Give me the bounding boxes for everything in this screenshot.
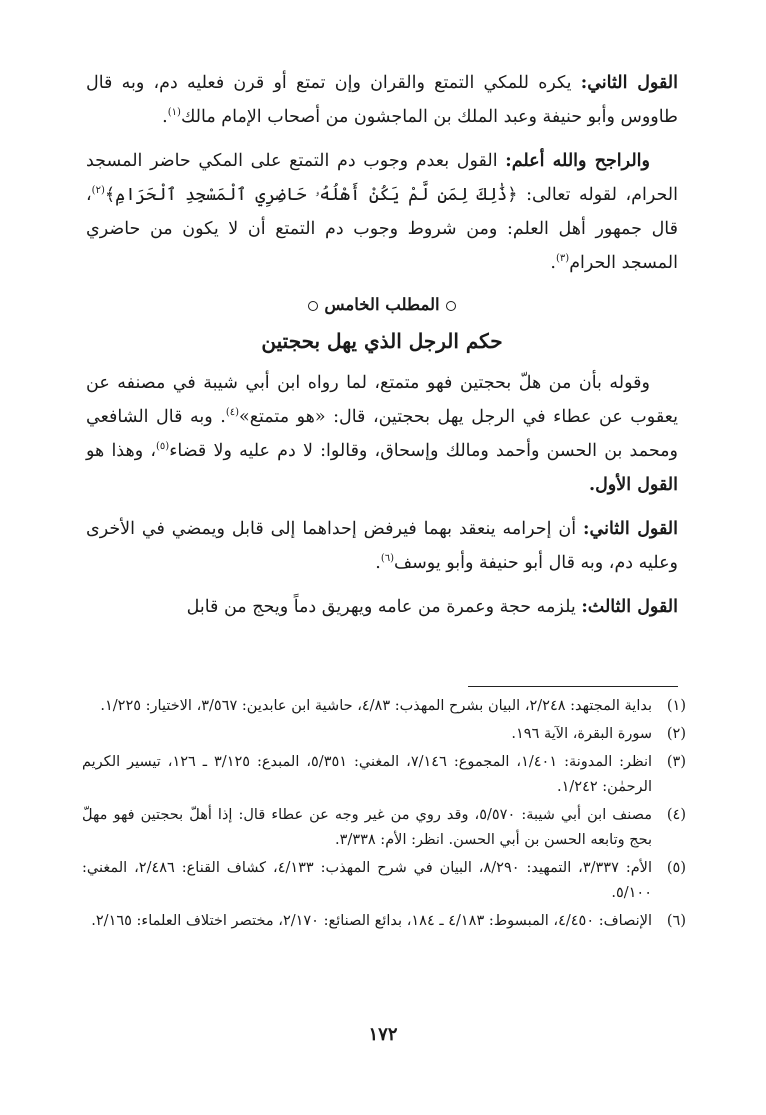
footnote-number: (٥) [666,860,686,876]
paragraph-text: القول بعدم وجوب دم التمتع على المكي حاضر المسجد الحرام، لقوله تعالى: [86,151,678,205]
paragraph-second-opinion-mecca [86,66,678,134]
paragraph-text: ، قال جمهور أهل العلم: ومن شروط وجوب دم التمتع أن لا يكون من حاضري المسجد الحرام [86,185,678,273]
footnote-number: (٢) [666,726,686,742]
footnote-ref-6[interactable]: (٦) [380,553,395,565]
paragraph-lead: القول الثاني: [580,73,678,93]
footnote-ref-3[interactable]: (٣) [556,253,570,265]
paragraph-text: يلزمه حجة وعمرة من عامه ويهريق دماً ويحج من قابل [186,597,576,617]
paragraph-text: وقوله بأن من هلّ بحجتين فهو متمتع، لما رواه ابن أبي شيبة في مصنفه عن يعقوب عن عطاء في الرجل يهل بحجتين، قال: «هو متمتع» [86,373,678,427]
paragraph-bold-tail: القول الأول [595,475,678,495]
chapter-title: حكم الرجل الذي يهل بحجتين [261,329,503,353]
footnote-ref-5[interactable]: (٥) [156,441,170,453]
paragraph-text: . وبه قال الشافعي ومحمد بن الحسن وأحمد ومالك وإسحاق، وقالوا: لا دم عليه ولا قضاء [86,407,678,461]
footnote-number: (٤) [666,807,686,823]
footnote-item [82,856,686,906]
footnote-item [82,694,686,719]
footnote-ref-1[interactable]: (١) [167,107,181,119]
paragraph-third-opinion [86,590,678,624]
footnote-text: بداية المجتهد: ٢/٢٤٨، البيان بشرح المهذب: ٤/٨٣، حاشية ابن عابدين: ٣/٥٦٧، الاختيار: ١/٢٢٥. [100,698,652,714]
footnotes [82,694,686,937]
footnote-number: (١) [666,698,686,714]
paragraph-text: ، وهذا هو [86,441,156,461]
footnote-text: الإنصاف: ٤/٤٥٠، المبسوط: ٤/١٨٣ ـ ١٨٤، بدائع الصنائع: ٢/١٧٠، مختصر اختلاف العلماء: ٢/١٦٥. [91,913,652,929]
footnote-text: سورة البقرة، الآية ١٩٦. [511,726,652,742]
ring-ornament-icon [446,301,456,311]
paragraph-lead: القول الثاني: [583,519,678,539]
paragraph-end: . [589,475,596,495]
paragraph-lead: والراجح والله أعلم: [505,151,650,171]
footnote-text: انظر: المدونة: ١/٤٠١، المجموع: ٧/١٤٦، المغني: ٥/٣٥١، المبدع: ٣/١٢٥ ـ ١٢٦، تيسير الكريم الرحمٰن: ١/٢٤٢. [82,754,653,795]
footnote-text: مصنف ابن أبي شيبة: ٥/٥٧٠، وقد روي من غير وجه عن عطاء قال: إذا أهلّ بحجتين فهو مهلّ بحج وتابعه الحسن بن أبي الحسن. انظر: الأم: ٣/٣٣٨. [82,807,652,848]
footnote-number: (٣) [666,754,686,770]
section-label [86,292,678,318]
footnote-separator [468,686,678,687]
paragraph-text: يكره للمكي التمتع والقران وإن تمتع أو قرن فعليه دم، وبه قال طاووس وأبو حنيفة وعبد الملك بن الماجشون من أصحاب الإمام مالك [86,73,678,127]
paragraph-second-opinion-two-hajj [86,512,678,580]
footnote-text: الأم: ٣/٣٣٧، التمهيد: ٨/٢٩٠، البيان في شرح المهذب: ٤/١٣٣، كشاف القناع: ٢/٤٨٦، المغني: ٥/١٠٠. [82,860,652,901]
paragraph-end: . [162,107,168,127]
paragraph-first-opinion [86,366,678,502]
paragraph-end: . [550,253,556,273]
footnote-item [82,750,686,800]
paragraph-end: . [375,553,381,573]
quran-verse: ﴿ذَٰلِكَ لِمَن لَّمْ يَكُنْ أَهْلُهُۥ حَاضِرِي ٱلْمَسْجِدِ ٱلْحَرَامِ﴾ [104,185,518,205]
paragraph-preferred-opinion [86,144,678,280]
main-text [86,66,678,634]
footnote-ref-4[interactable]: (٤) [225,407,239,419]
page-number: ١٧٢ [368,1024,398,1045]
footnote-item [82,722,686,747]
footnote-item [82,909,686,934]
paragraph-lead: القول الثالث: [581,597,678,617]
footnote-item [82,803,686,853]
ring-ornament-icon [308,301,318,311]
paragraph-text: أن إحرامه ينعقد بهما فيرفض إحداهما إلى قابل ويمضي في الأخرى وعليه دم، وبه قال أبو حنيفة وأبو يوسف [86,519,678,573]
section-label-text: المطلب الخامس [324,295,440,314]
footnote-ref-2[interactable]: (٢) [91,185,105,197]
footnote-number: (٦) [666,913,686,929]
